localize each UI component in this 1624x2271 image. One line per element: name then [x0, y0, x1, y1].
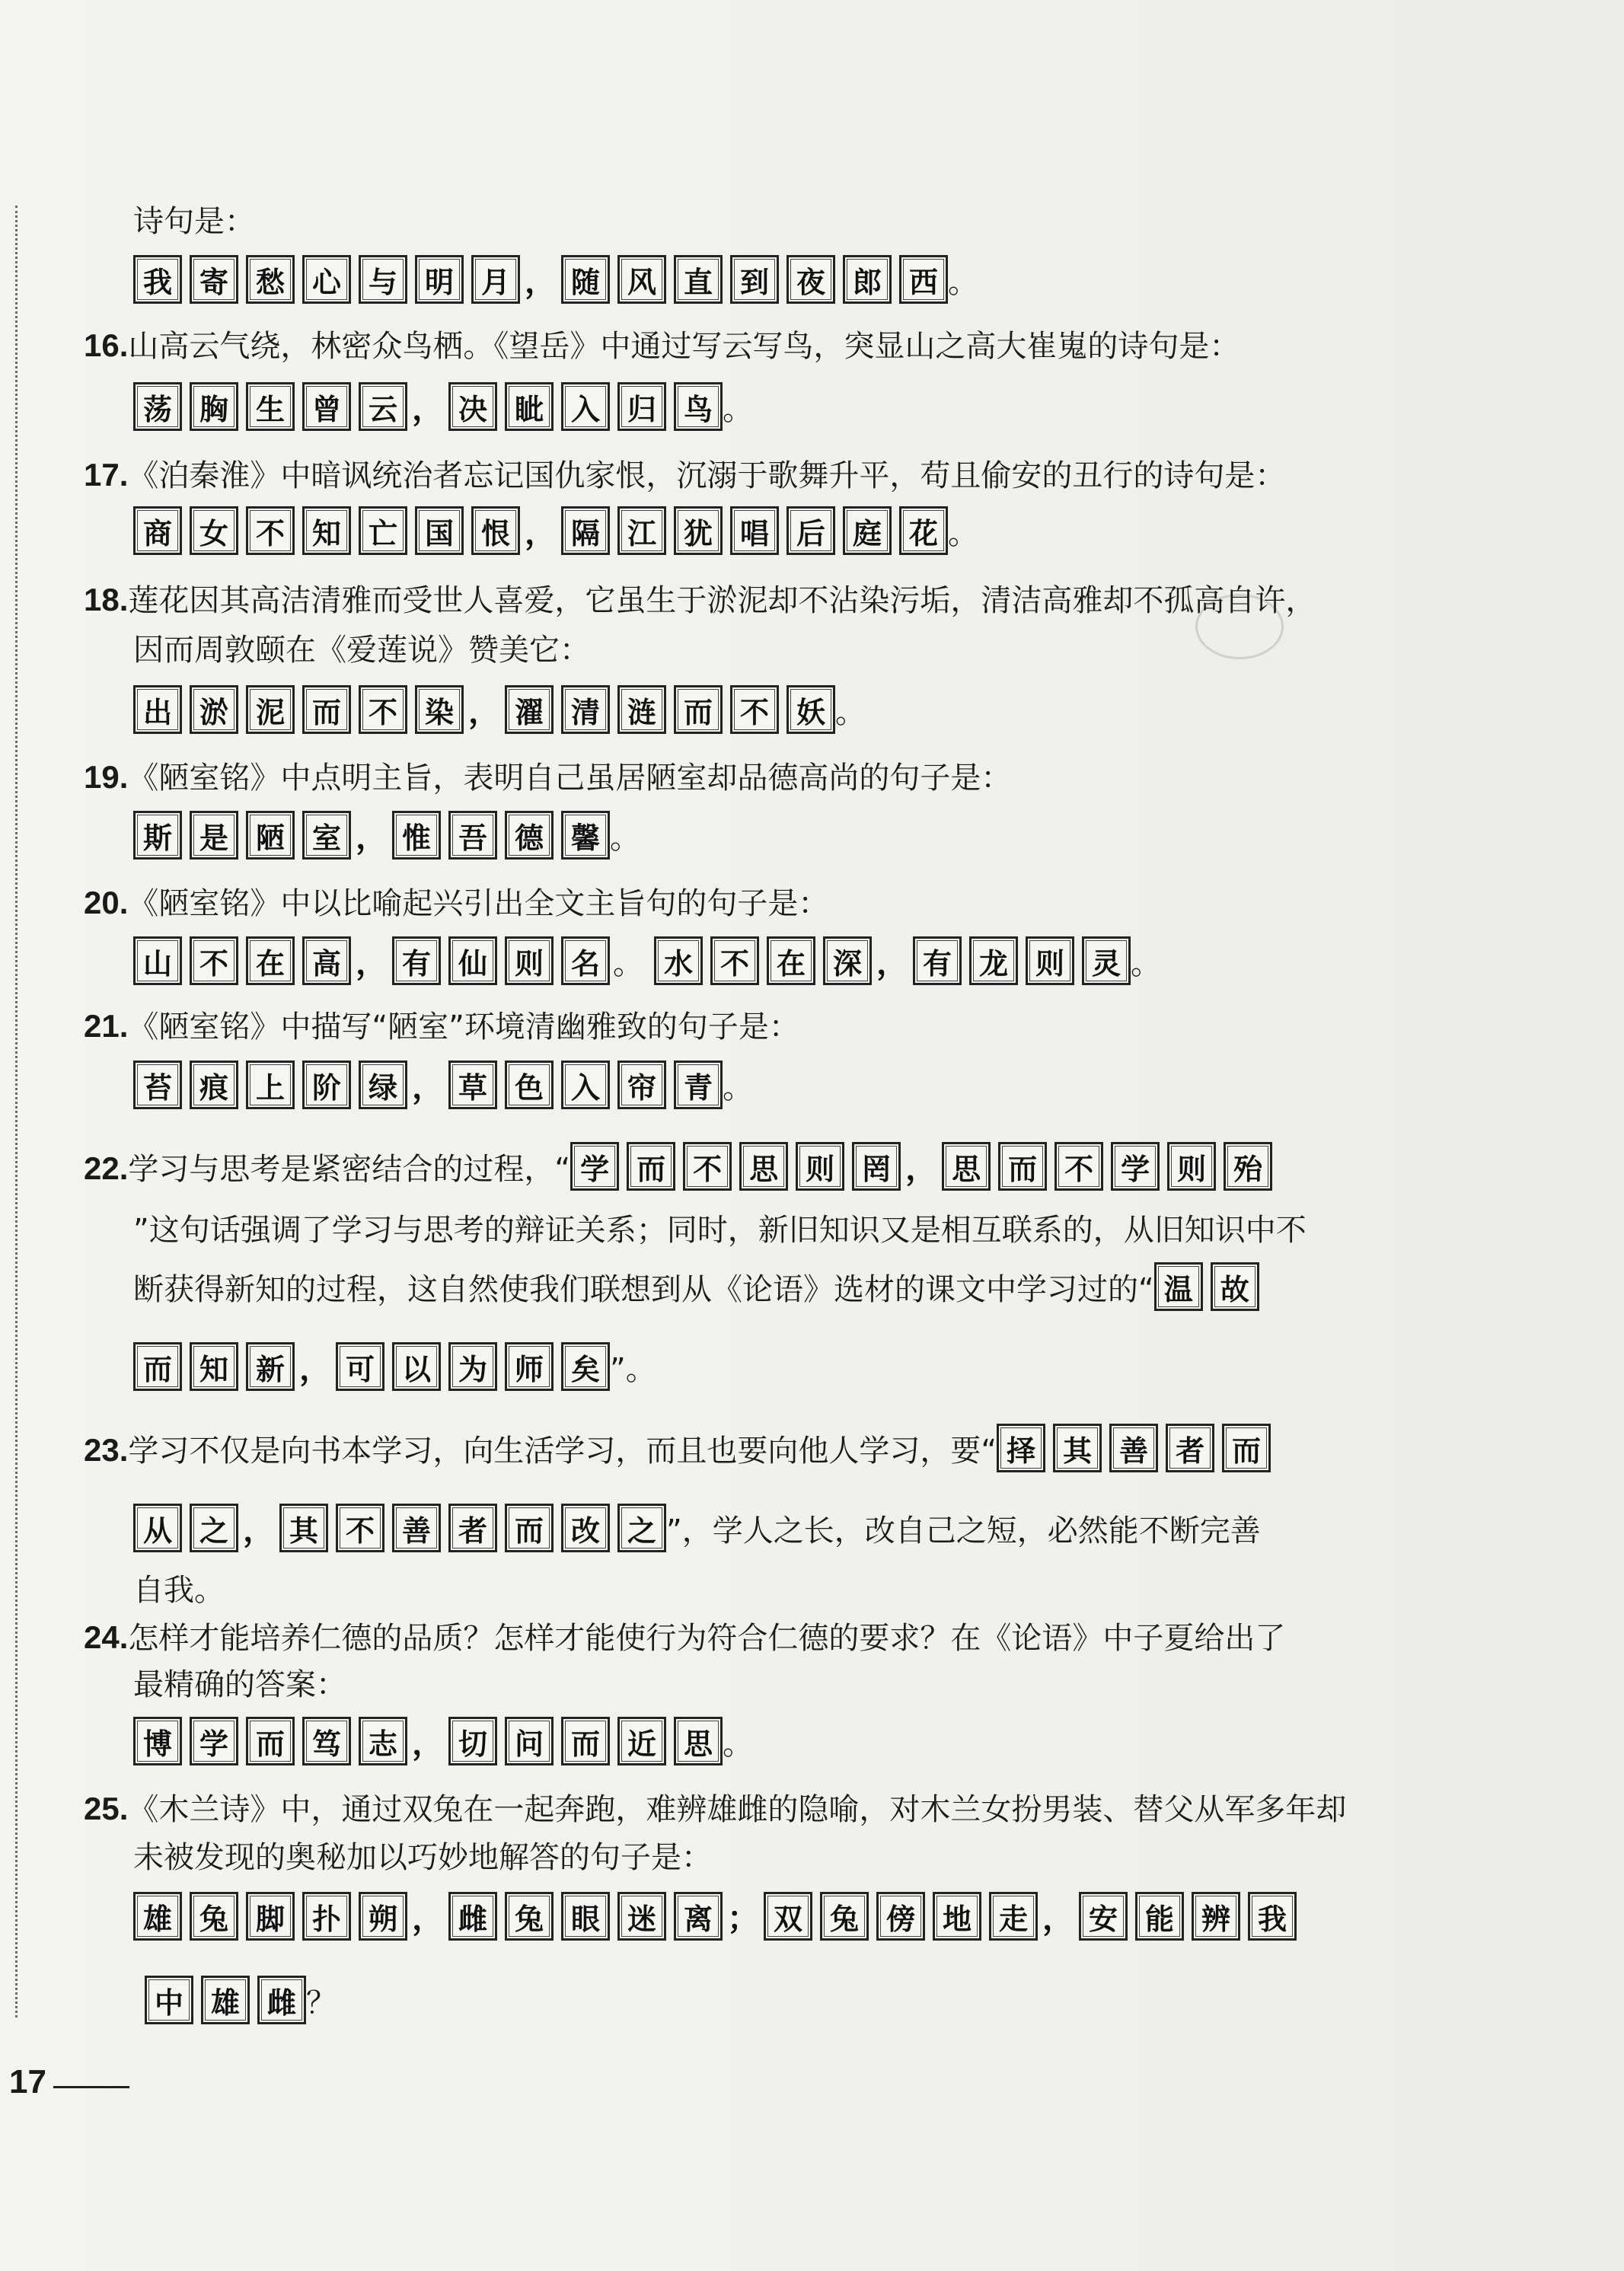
- answer-char-box: 出: [133, 685, 182, 734]
- answer-char-box: 思: [739, 1142, 788, 1191]
- answer-char-box: 而: [133, 1342, 182, 1391]
- answer-char-box: 而: [627, 1142, 675, 1191]
- answer-char-box: 隔: [561, 506, 610, 555]
- answer-char-box: 走: [989, 1892, 1038, 1941]
- answer-char-box: 淤: [190, 685, 238, 734]
- answer-boxes[interactable]: [1154, 1262, 1259, 1311]
- answer-char-box: 则: [1167, 1142, 1216, 1191]
- answer-char-box: 决: [448, 382, 497, 431]
- answer-char-box: 知: [190, 1342, 238, 1391]
- answer-char-box: 西: [899, 255, 948, 304]
- answer-char-box: 思: [942, 1142, 991, 1191]
- show-through-text: [1119, 365, 1145, 403]
- answer-boxes[interactable]: [133, 936, 351, 985]
- answer-char-box: 恨: [471, 506, 520, 555]
- answer-char-box: 江: [617, 506, 666, 555]
- answer-char-box: 善: [392, 1504, 441, 1552]
- answer-char-box: 郎: [843, 255, 892, 304]
- answer-char-box: 雄: [133, 1892, 182, 1941]
- answer-char-box: 离: [674, 1892, 723, 1941]
- q17-prompt: 17.《泊秦淮》中暗讽统治者忘记国仇家恨，沉溺于歌舞升平，苟且偷安的丑行的诗句是：: [84, 457, 1286, 493]
- answer-char-box: 为: [448, 1342, 497, 1391]
- answer-char-box: 而: [674, 685, 723, 734]
- answer-char-box: 惟: [392, 811, 441, 860]
- answer-char-box: 从: [133, 1504, 182, 1552]
- answer-char-box: 故: [1211, 1262, 1259, 1311]
- page-number: 17: [9, 2063, 46, 2100]
- answer-char-box: 傍: [876, 1892, 925, 1941]
- answer-char-box: 寄: [190, 255, 238, 304]
- q23-line3: 自我。: [133, 1573, 225, 1608]
- answer-char-box: 改: [561, 1504, 610, 1552]
- q16-answer: 荡 胸 生 曾 云 ， 决 眦 入 归 鸟 。: [133, 382, 753, 431]
- answer-char-box: 深: [823, 936, 872, 985]
- answer-char-box: 归: [617, 382, 666, 431]
- answer-char-box: 学: [190, 1717, 238, 1765]
- answer-char-box: 者: [1166, 1424, 1214, 1472]
- answer-boxes[interactable]: [392, 936, 610, 985]
- q23-line2: 从 之 ， 其 不 善 者 而 改 之 ”，学人之长，改自己之短，必然能不断完善: [133, 1504, 1261, 1552]
- answer-boxes[interactable]: [913, 936, 1131, 985]
- q24-answer: 博 学 而 笃 志 ， 切 问 而 近 思 。: [133, 1717, 753, 1765]
- answer-char-box: 不: [683, 1142, 732, 1191]
- answer-boxes[interactable]: [561, 255, 948, 304]
- answer-char-box: 问: [505, 1717, 554, 1765]
- answer-char-box: 切: [448, 1717, 497, 1765]
- answer-char-box: 志: [359, 1717, 407, 1765]
- answer-char-box: 入: [561, 382, 610, 431]
- answer-char-box: 风: [617, 255, 666, 304]
- answer-boxes[interactable]: [133, 1342, 295, 1391]
- answer-char-box: 痕: [190, 1061, 238, 1109]
- answer-char-box: 国: [415, 506, 464, 555]
- binding-dotted-line: [15, 206, 18, 2017]
- answer-char-box: 不: [710, 936, 759, 985]
- answer-char-box: 色: [505, 1061, 554, 1109]
- answer-char-box: 阶: [302, 1061, 351, 1109]
- answer-char-box: 月: [471, 255, 520, 304]
- answer-char-box: 随: [561, 255, 610, 304]
- q21-answer: 苔 痕 上 阶 绿 ， 草 色 入 帘 青 。: [133, 1061, 753, 1109]
- answer-char-box: 安: [1079, 1892, 1128, 1941]
- q19-answer: 斯 是 陋 室 ， 惟 吾 德 馨 。: [133, 811, 640, 860]
- answer-char-box: 则: [796, 1142, 844, 1191]
- answer-char-box: 山: [133, 936, 182, 985]
- answer-char-box: 朔: [359, 1892, 407, 1941]
- answer-char-box: 吾: [448, 811, 497, 860]
- answer-char-box: 思: [674, 1717, 723, 1765]
- q15-answer: 我 寄 愁 心 与 明 月 ， 随 风 直 到 夜 郎 西 。: [133, 255, 978, 304]
- answer-char-box: 者: [448, 1504, 497, 1552]
- answer-char-box: 唱: [730, 506, 779, 555]
- answer-char-box: 上: [246, 1061, 295, 1109]
- answer-char-box: 笃: [302, 1717, 351, 1765]
- answer-char-box: 名: [561, 936, 610, 985]
- answer-boxes[interactable]: [133, 506, 520, 555]
- answer-char-box: 则: [505, 936, 554, 985]
- answer-boxes[interactable]: [133, 685, 464, 734]
- answer-char-box: 泥: [246, 685, 295, 734]
- answer-char-box: 苔: [133, 1061, 182, 1109]
- q22-line2: ”这句话强调了学习与思考的辩证关系；同时，新旧知识又是相互联系的，从旧知识中不: [133, 1213, 1307, 1248]
- answer-char-box: 以: [392, 1342, 441, 1391]
- answer-char-box: 双: [764, 1892, 812, 1941]
- answer-char-box: 不: [730, 685, 779, 734]
- answer-char-box: 斯: [133, 811, 182, 860]
- answer-char-box: 在: [767, 936, 815, 985]
- answer-char-box: 矣: [561, 1342, 610, 1391]
- answer-boxes[interactable]: [145, 1976, 306, 2024]
- answer-char-box: 而: [1222, 1424, 1271, 1472]
- q17-answer: 商 女 不 知 亡 国 恨 ， 隔 江 犹 唱 后 庭 花 。: [133, 506, 978, 555]
- q18-answer: 出 淤 泥 而 不 染 ， 濯 清 涟 而 不 妖 。: [133, 685, 866, 734]
- answer-boxes[interactable]: [448, 1061, 723, 1109]
- answer-char-box: 兔: [190, 1892, 238, 1941]
- answer-char-box: 是: [190, 811, 238, 860]
- answer-boxes[interactable]: [133, 1061, 407, 1109]
- q19-prompt: 19.《陋室铭》中点明主旨，表明自己虽居陋室却品德高尚的句子是：: [84, 759, 1012, 796]
- answer-char-box: 灵: [1082, 936, 1131, 985]
- answer-char-box: 妖: [786, 685, 835, 734]
- q20-prompt: 20.《陋室铭》中以比喻起兴引出全文主旨句的句子是：: [84, 885, 829, 921]
- answer-char-box: 择: [997, 1424, 1045, 1472]
- answer-char-box: 云: [359, 382, 407, 431]
- answer-boxes[interactable]: [133, 811, 351, 860]
- answer-char-box: 荡: [133, 382, 182, 431]
- answer-char-box: 不: [359, 685, 407, 734]
- q15-prompt: 诗句是：: [133, 204, 255, 239]
- q22-line1: 22.学习与思考是紧密结合的过程，“ 学 而 不 思 则 罔 ， 思 而 不 学 则 殆: [84, 1142, 1272, 1191]
- answer-char-box: 不: [190, 936, 238, 985]
- answer-char-box: 则: [1026, 936, 1074, 985]
- answer-boxes[interactable]: [392, 811, 610, 860]
- answer-char-box: 商: [133, 506, 182, 555]
- answer-char-box: 殆: [1224, 1142, 1272, 1191]
- answer-char-box: 辨: [1192, 1892, 1240, 1941]
- answer-char-box: 清: [561, 685, 610, 734]
- answer-char-box: 仙: [448, 936, 497, 985]
- answer-char-box: 绿: [359, 1061, 407, 1109]
- q24-prompt: 24.怎样才能培养仁德的品质？怎样才能使行为符合仁德的要求？在《论语》中子夏给出了: [84, 1619, 1286, 1656]
- answer-boxes[interactable]: [764, 1892, 1038, 1941]
- answer-char-box: 雄: [201, 1976, 250, 2024]
- answer-char-box: 直: [674, 255, 723, 304]
- answer-char-box: 迷: [617, 1892, 666, 1941]
- answer-char-box: 陋: [246, 811, 295, 860]
- answer-boxes[interactable]: [279, 1504, 666, 1552]
- answer-char-box: 在: [246, 936, 295, 985]
- answer-char-box: 其: [279, 1504, 328, 1552]
- answer-char-box: 濯: [505, 685, 554, 734]
- answer-char-box: 后: [786, 506, 835, 555]
- answer-char-box: 有: [913, 936, 962, 985]
- answer-char-box: 学: [1111, 1142, 1160, 1191]
- answer-char-box: 扑: [302, 1892, 351, 1941]
- answer-char-box: 眼: [561, 1892, 610, 1941]
- q20-answer: 山 不 在 高 ， 有 仙 则 名 。 水 不 在 深 ， 有 龙 则 灵 。: [133, 936, 1161, 985]
- answer-boxes[interactable]: [505, 685, 835, 734]
- q25-answer-line1: 雄 兔 脚 扑 朔 ， 雌 兔 眼 迷 离 ； 双 兔 傍 地 走 ， 安 能 辨 我: [133, 1892, 1297, 1941]
- q16-prompt: 16.山高云气绕，林密众鸟栖。《望岳》中通过写云写鸟，突显山之高大崔嵬的诗句是：: [84, 327, 1240, 364]
- answer-char-box: 近: [617, 1717, 666, 1765]
- answer-char-box: 知: [302, 506, 351, 555]
- answer-char-box: 兔: [820, 1892, 869, 1941]
- answer-boxes[interactable]: [133, 1892, 407, 1941]
- answer-char-box: 之: [617, 1504, 666, 1552]
- answer-char-box: 可: [336, 1342, 384, 1391]
- answer-char-box: 明: [415, 255, 464, 304]
- answer-char-box: 心: [302, 255, 351, 304]
- q18-prompt-line2: 因而周敦颐在《爱莲说》赞美它：: [133, 633, 590, 668]
- answer-char-box: 生: [246, 382, 295, 431]
- answer-boxes[interactable]: [448, 1892, 723, 1941]
- answer-char-box: 犹: [674, 506, 723, 555]
- answer-char-box: 亡: [359, 506, 407, 555]
- answer-boxes[interactable]: [1079, 1892, 1297, 1941]
- answer-char-box: 其: [1053, 1424, 1102, 1472]
- q25-prompt-line2: 未被发现的奥秘加以巧妙地解答的句子是：: [133, 1840, 712, 1875]
- answer-char-box: 而: [302, 685, 351, 734]
- answer-char-box: 而: [246, 1717, 295, 1765]
- answer-char-box: 不: [1054, 1142, 1103, 1191]
- answer-char-box: 善: [1109, 1424, 1158, 1472]
- page-number-rule: [53, 2086, 129, 2088]
- answer-boxes[interactable]: [997, 1424, 1271, 1472]
- answer-char-box: 中: [145, 1976, 193, 2024]
- answer-boxes[interactable]: [561, 506, 948, 555]
- answer-char-box: 我: [1248, 1892, 1297, 1941]
- answer-char-box: 兔: [505, 1892, 554, 1941]
- answer-boxes[interactable]: [654, 936, 872, 985]
- answer-char-box: 馨: [561, 811, 610, 860]
- answer-char-box: 到: [730, 255, 779, 304]
- answer-boxes[interactable]: [448, 382, 723, 431]
- answer-boxes[interactable]: [448, 1717, 723, 1765]
- answer-boxes[interactable]: [133, 255, 520, 304]
- answer-char-box: 鸟: [674, 382, 723, 431]
- answer-char-box: 室: [302, 811, 351, 860]
- answer-char-box: 师: [505, 1342, 554, 1391]
- answer-char-box: 眦: [505, 382, 554, 431]
- answer-char-box: 学: [570, 1142, 619, 1191]
- answer-char-box: 地: [933, 1892, 981, 1941]
- answer-char-box: 而: [998, 1142, 1047, 1191]
- answer-char-box: 雌: [448, 1892, 497, 1941]
- answer-boxes[interactable]: [336, 1342, 610, 1391]
- answer-char-box: 曾: [302, 382, 351, 431]
- answer-char-box: 庭: [843, 506, 892, 555]
- q23-line1: 23.学习不仅是向书本学习，向生活学习，而且也要向他人学习，要“ 择 其 善 者 而: [84, 1424, 1271, 1472]
- answer-char-box: 有: [392, 936, 441, 985]
- answer-char-box: 龙: [969, 936, 1018, 985]
- answer-char-box: 雌: [257, 1976, 306, 2024]
- answer-char-box: 之: [190, 1504, 238, 1552]
- answer-char-box: 脚: [246, 1892, 295, 1941]
- answer-char-box: 而: [505, 1504, 554, 1552]
- q25-answer-line2: 中 雄 雌 ？: [145, 1976, 337, 2024]
- q25-prompt: 25.《木兰诗》中，通过双兔在一起奔跑，难辨雄雌的隐喻，对木兰女扮男装、替父从军多年却: [84, 1791, 1347, 1827]
- answer-boxes[interactable]: [942, 1142, 1272, 1191]
- answer-char-box: 德: [505, 811, 554, 860]
- answer-char-box: 女: [190, 506, 238, 555]
- answer-boxes[interactable]: [133, 1717, 407, 1765]
- answer-char-box: 帘: [617, 1061, 666, 1109]
- q24-prompt-line2: 最精确的答案：: [133, 1667, 346, 1702]
- answer-char-box: 罔: [852, 1142, 901, 1191]
- answer-char-box: 入: [561, 1061, 610, 1109]
- answer-char-box: 高: [302, 936, 351, 985]
- answer-char-box: 能: [1135, 1892, 1184, 1941]
- answer-char-box: 博: [133, 1717, 182, 1765]
- q21-prompt: 21.《陋室铭》中描写“陋室”环境清幽雅致的句子是：: [84, 1008, 799, 1045]
- answer-char-box: 新: [246, 1342, 295, 1391]
- answer-char-box: 涟: [617, 685, 666, 734]
- answer-char-box: 温: [1154, 1262, 1203, 1311]
- answer-char-box: 不: [246, 506, 295, 555]
- answer-char-box: 夜: [786, 255, 835, 304]
- answer-char-box: 而: [561, 1717, 610, 1765]
- answer-char-box: 我: [133, 255, 182, 304]
- q18-prompt: 18.莲花因其高洁清雅而受世人喜爱，它虽生于淤泥却不沾染污垢，清洁高雅却不孤高自许，: [84, 582, 1316, 618]
- answer-char-box: 与: [359, 255, 407, 304]
- answer-char-box: 花: [899, 506, 948, 555]
- answer-char-box: 染: [415, 685, 464, 734]
- answer-char-box: 不: [336, 1504, 384, 1552]
- answer-boxes[interactable]: [570, 1142, 901, 1191]
- answer-char-box: 水: [654, 936, 703, 985]
- answer-char-box: 胸: [190, 382, 238, 431]
- answer-char-box: 愁: [246, 255, 295, 304]
- answer-char-box: 草: [448, 1061, 497, 1109]
- answer-boxes[interactable]: [133, 1504, 238, 1552]
- q22-line3: 断获得新知的过程，这自然使我们联想到从《论语》选材的课文中学习过的“ 温 故: [133, 1262, 1259, 1311]
- answer-char-box: 青: [674, 1061, 723, 1109]
- q22-answer-b: 而 知 新 ， 可 以 为 师 矣 ”。: [133, 1342, 656, 1391]
- answer-boxes[interactable]: [133, 382, 407, 431]
